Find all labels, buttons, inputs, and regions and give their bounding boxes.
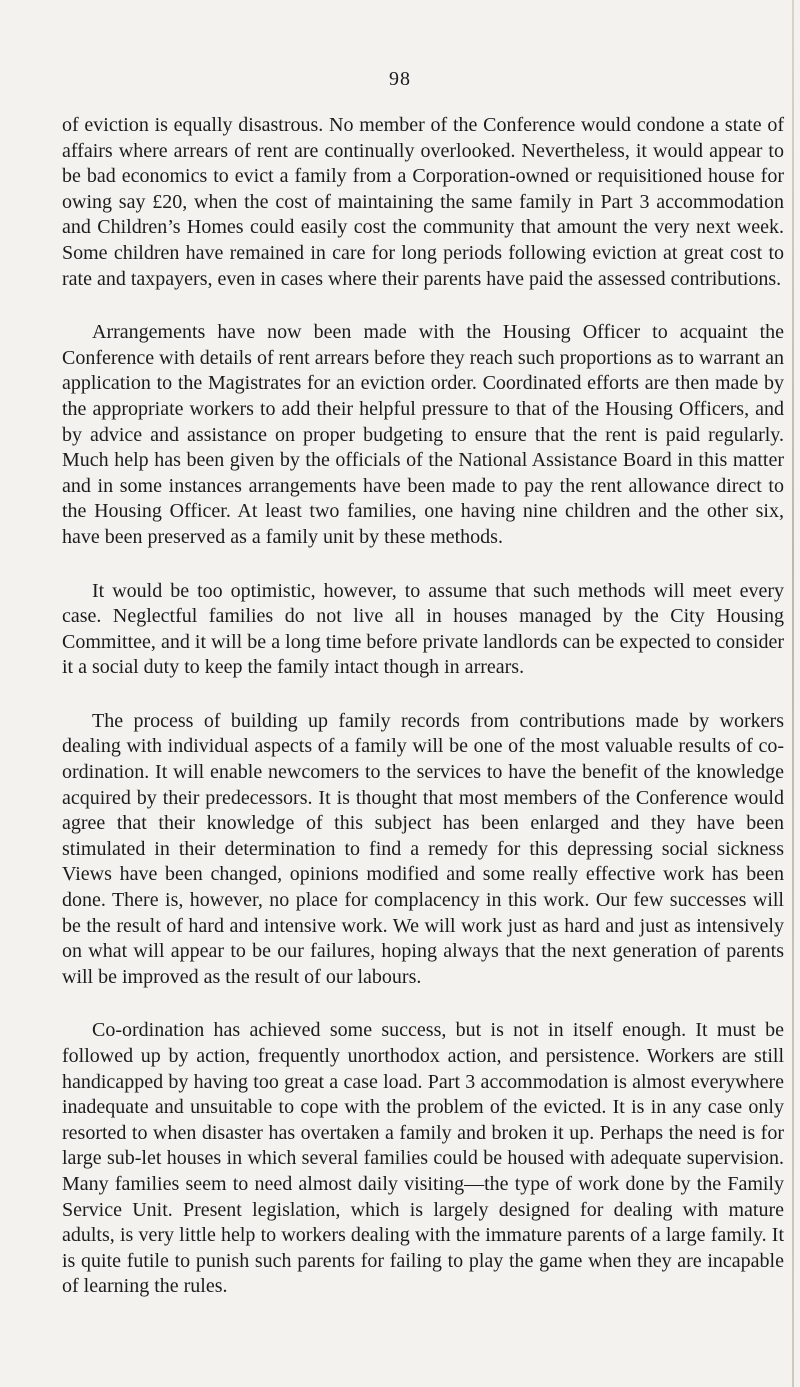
paragraph-2: Arrangements have now been made with the Housing Officer to acquaint the Conference with details of rent arrears before they reach such proportions as to warrant an application to the Magistrates for an eviction order. Coordinated efforts are then made by the appropriate workers to add their helpful pressure to that of the Housing Officers, and by advice and assistance on proper budgeting to ensure that the rent is paid regularly. Much help has been given by the officials of the National Assistance Board in this matter and in some instances arrangements have been made to pay the rent allowance direct to the Housing Officer. At least two families, one having nine children and the other six, have been preserved as a family unit by these methods. <box>62 321 784 548</box>
paragraph-4: The process of building up family records from contributions made by workers dealing with individual aspects of a family will be one of the most valuable results of co-ordination. It will enable newcomers to the services to have the benefit of the knowledge acquired by their predecessors. It is thought that most members of the Conference would agree that their knowledge of this subject has been enlarged and they have been stimulated in their determination to find a remedy for this depressing social sickness Views have been changed, opinions modified and some really effective work has been done. There is, however, no place for complacency in this work. Our few successes will be the result of hard and intensive work. We will work just as hard and just as intensively on what will appear to be our failures, hoping always that the next generation of parents will be improved as the result of our labours. <box>62 709 784 988</box>
paragraph-3: It would be too optimistic, however, to assume that such methods will meet every case. Neglectful families do not live all in houses managed by the City Housing Committee, and it will be a long time before private landlords can be expected to consider it a social duty to keep the family intact though in arrears. <box>62 579 784 679</box>
body-text <box>62 113 784 1328</box>
paragraph-1: of eviction is equally disastrous. No member of the Conference would condone a state of affairs where arrears of rent are continually overlooked. Nevertheless, it would appear to be bad economics to evict a family from a Corporation-owned or requisitioned house for owing say £20, when the cost of maintaining the same family in Part 3 accommodation and Children’s Homes could easily cost the community that amount the very next week. Some children have remained in care for long periods following eviction at great cost to rate and taxpayers, even in cases where their parents have paid the assessed contributions. <box>62 114 784 290</box>
page-number: 98 <box>389 68 411 90</box>
paragraph-5: Co-ordination has achieved some success, but is not in itself enough. It must be followed up by action, frequently unorthodox action, and persistence. Workers are still handicapped by having too great a case load. Part 3 accommodation is almost everywhere inadequate and unsuitable to cope with the problem of the evicted. It is in any case only resorted to when disaster has overtaken a family and broken it up. Perhaps the need is for large sub-let houses in which several families could be housed with adequate supervision. Many families seem to need almost daily visiting—the type of work done by the Family Service Unit. Present legislation, which is largely designed for dealing with mature adults, is very little help to workers dealing with the immature parents of a large family. It is quite futile to punish such parents for failing to play the game when they are incapable of learning the rules. <box>62 1019 784 1298</box>
page-edge-shadow <box>792 0 794 1387</box>
